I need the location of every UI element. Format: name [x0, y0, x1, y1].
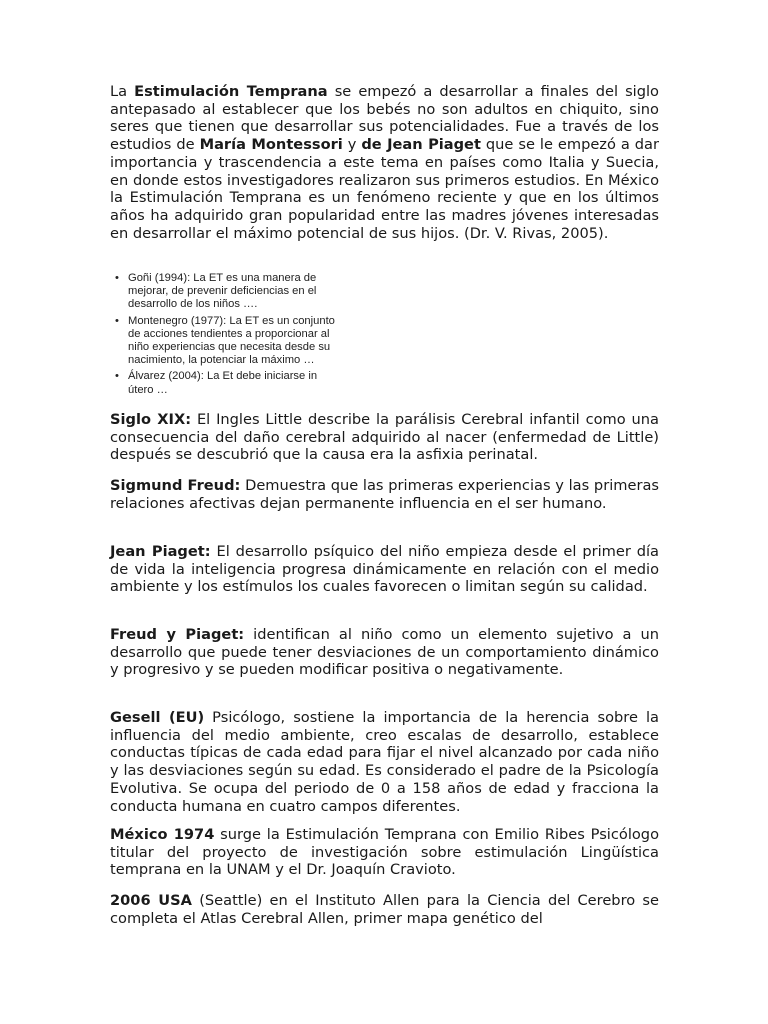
intro-name-montessori: María Montessori	[199, 136, 343, 154]
intro-term-estimulacion: Estimulación Temprana	[134, 83, 328, 100]
entry-text: El desarrollo psíquico del niño empieza desde el primer día de vida la inteligencia progresa dinámicamente en relación con el medio ambiente y los estímulos los cuales favorecen o limitan según su calidad.	[110, 543, 659, 596]
intro-text-c: se empezó a desarrollar a finales del siglo antepasado al establecer que los bebés no son adultos en chiquito, sino seres que tienen que desarrollar sus potencialidades. Fue a través de los estudios de	[110, 83, 659, 154]
intro-text-g: que se le empezó a dar importancia y trascendencia a este tema en países como Italia y Suecia, en donde estos investigadores realizaron sus primeros estudios. En México la Estimulación Temprana es un fenómeno reciente y que en los últimos años ha adquirido gran popularidad entre las madres jóvenes interesadas en desarrollar el máximo potencial de sus hijos. (Dr. V. Rivas, 2005).	[110, 136, 659, 242]
bullet-line: desarrollo de los niños ….	[128, 298, 258, 311]
entry-text: identifican al niño como un elemento sujetivo a un desarrollo que puede tener desviaciones de un comportamiento dinámico y progresivo y se pueden modificar positiva o negativamente.	[110, 626, 660, 679]
bullet-line: útero …	[128, 383, 168, 396]
entry-text: (Seattle) en el Instituto Allen para la Ciencia del Cerebro se completa el Atlas Cerebral Allen, primer mapa genético del	[110, 892, 660, 927]
intro-text-a: La	[110, 83, 135, 100]
entry-heading: Freud y Piaget:	[110, 626, 245, 643]
bullet-line: Goñi (1994): La ET es una manera de	[128, 272, 317, 284]
entry-paragraph-2006-usa	[110, 892, 659, 927]
bullet-line: niño experiencias que necesita desde su	[128, 341, 331, 354]
entry-heading: México 1974	[110, 826, 215, 843]
entry-paragraph-piaget	[110, 543, 659, 596]
bullet-line: mejorar, de prevenir deficiencias en el	[128, 285, 317, 298]
entry-heading: Siglo XIX:	[110, 411, 192, 428]
intro-text-e: y	[342, 136, 362, 154]
embedded-bullet-image	[110, 272, 368, 402]
entry-heading: Gesell (EU)	[110, 709, 205, 726]
entry-paragraph-siglo-xix	[110, 411, 659, 464]
bullet-line: de acciones tendientes a proporcionar al	[128, 327, 330, 340]
bullet-line: Álvarez (2004): La Et debe iniciarse in	[128, 370, 318, 383]
bullet-item-alvarez	[110, 370, 368, 396]
entry-heading: 2006 USA	[110, 892, 192, 909]
entry-paragraph-mexico-1974	[110, 826, 659, 879]
bullet-item-goni	[110, 272, 368, 312]
bullet-dot: •	[115, 272, 119, 284]
entry-text: El Ingles Little describe la parálisis Cerebral infantil como una consecuencia del daño cerebral adquirido al nacer (enfermedad de Little) después se descubrió que la causa era la asfixia perinatal.	[110, 411, 659, 464]
entry-paragraph-gesell	[110, 709, 659, 815]
entry-text: surge la Estimulación Temprana con Emilio Ribes Psicólogo titular del proyecto de investigación sobre estimulación Lingüística temprana en la UNAM y el Dr. Joaquín Cravioto.	[110, 826, 659, 879]
entry-text: Psicólogo, sostiene la importancia de la herencia sobre la influencia del medio ambiente, creo escalas de desarrollo, establece conductas típicas de cada edad para fijar el nivel alcanzado por cada niño y las desviaciones según su edad. Es considerado el padre de la Psicología Evolutiva. Se ocupa del periodo de 0 a 158 años de edad y fracciona la conducta humana en cuatro campos diferentes.	[110, 709, 659, 815]
entry-paragraph-freud	[110, 477, 659, 512]
entry-heading: Jean Piaget:	[110, 543, 211, 560]
intro-paragraph	[110, 83, 659, 242]
bullet-item-montenegro	[110, 315, 368, 368]
entry-text: Demuestra que las primeras experiencias y las primeras relaciones afectivas dejan permanente influencia en el ser humano.	[110, 477, 659, 512]
bullet-line: Montenegro (1977): La ET es un conjunto	[128, 314, 335, 327]
intro-name-piaget: de Jean Piaget	[361, 136, 481, 154]
bullet-dot: •	[115, 370, 119, 383]
entry-heading: Sigmund Freud:	[110, 477, 241, 494]
entry-paragraph-freud-piaget	[110, 626, 659, 679]
bullet-line: nacimiento, la potenciar la máximo …	[128, 354, 315, 367]
bullet-dot: •	[115, 314, 119, 327]
